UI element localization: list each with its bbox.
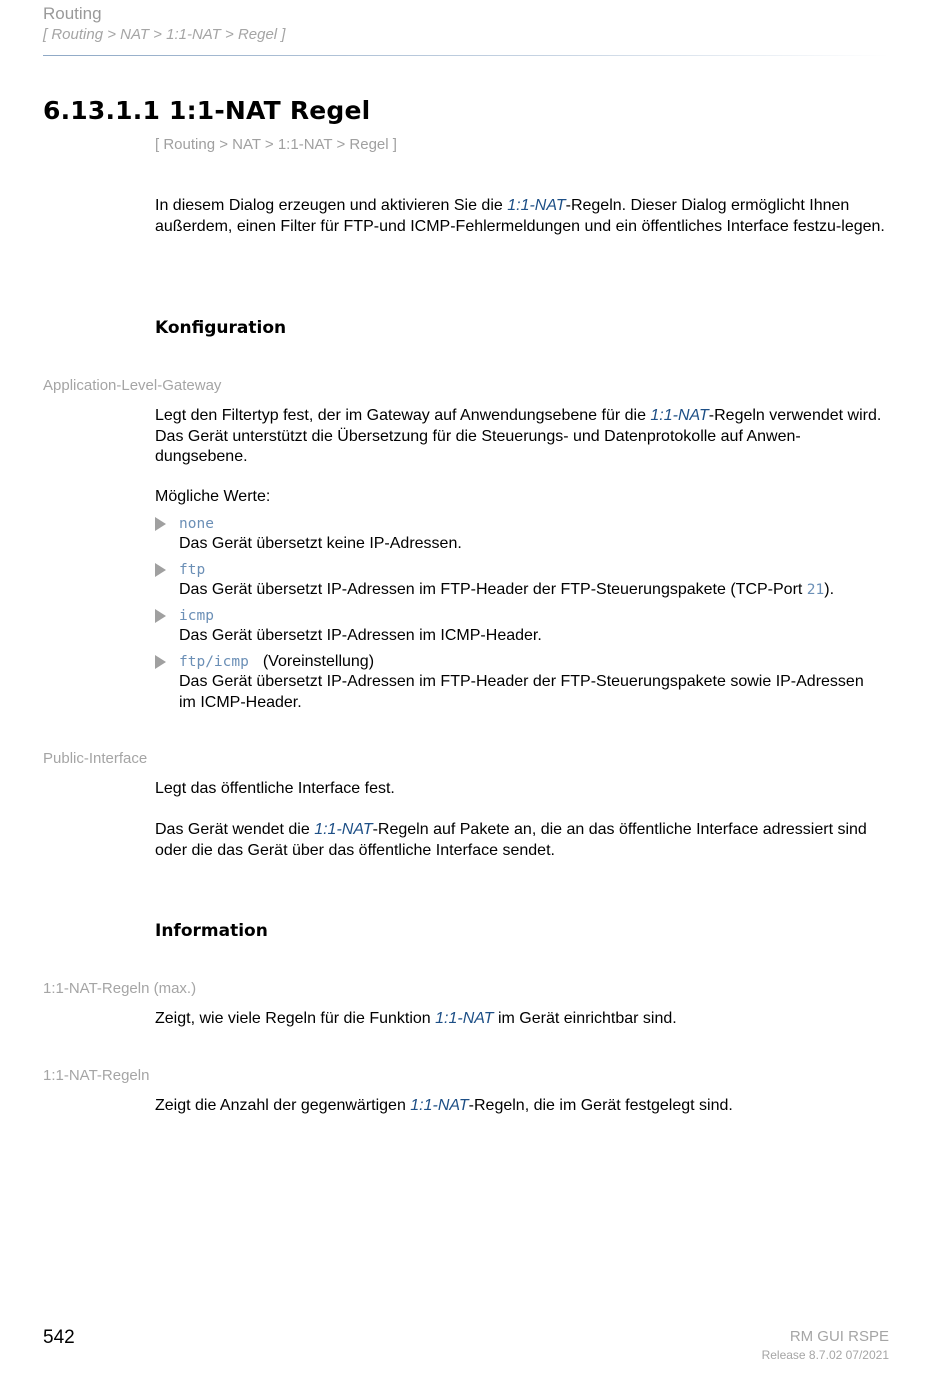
- alg-description: Legt den Filtertyp fest, der im Gateway auf Anwendungsebene für die 1:1-NAT-Regeln verwendet wird. Das Gerät unterstützt die Übersetzung für die Steuerungs- und Datenprotokolle auf Anwen-dungsebene.: [155, 407, 882, 465]
- footer-document-name: RM GUI RSPE: [789, 1328, 889, 1345]
- nat-term-link: 1:1-NAT: [314, 821, 373, 838]
- nat-rules-max-description: Zeigt, wie viele Regeln für die Funktion 1:1-NAT im Gerät einrichtbar sind.: [155, 1010, 677, 1027]
- option-code: ftp/icmp (Voreinstellung): [179, 653, 375, 670]
- running-header-breadcrumb: [ Routing > NAT > 1:1-NAT > Regel ]: [43, 26, 286, 43]
- public-interface-detail: Das Gerät wendet die 1:1-NAT-Regeln auf Pakete an, die an das öffentliche Interface adressiert sind oder die das Gerät über das öffentliche Interface sendet.: [155, 821, 867, 859]
- nat-term-link: 1:1-NAT: [650, 407, 709, 424]
- option-description: Das Gerät übersetzt IP-Adressen im ICMP-Header.: [179, 627, 542, 644]
- public-interface-description: Legt das öffentliche Interface fest.: [155, 780, 395, 797]
- option-description: Das Gerät übersetzt IP-Adressen im FTP-Header der FTP-Steuerungspakete sowie IP-Adressen im ICMP-Header.: [179, 673, 864, 711]
- option-description: Das Gerät übersetzt keine IP-Adressen.: [179, 535, 462, 552]
- header-divider: [43, 55, 889, 56]
- running-header-title: Routing: [43, 4, 102, 23]
- nat-term-link: 1:1-NAT: [410, 1097, 469, 1114]
- public-interface-label: Public-Interface: [43, 750, 148, 767]
- tcp-port-value: 21: [806, 582, 825, 598]
- footer-release: Release 8.7.02 07/2021: [761, 1348, 889, 1362]
- nat-rules-max-label: 1:1-NAT-Regeln (max.): [43, 980, 197, 997]
- option-description: Das Gerät übersetzt IP-Adressen im FTP-Header der FTP-Steuerungspakete (TCP-Port 21).: [179, 581, 835, 598]
- nat-rules-count-description: Zeigt die Anzahl der gegenwärtigen 1:1-NAT-Regeln, die im Gerät festgelegt sind.: [155, 1097, 733, 1114]
- section-breadcrumb: [ Routing > NAT > 1:1-NAT > Regel ]: [155, 136, 397, 153]
- bullet-triangle-icon: [155, 655, 166, 669]
- option-code: icmp: [179, 608, 214, 624]
- nat-term-link: 1:1-NAT: [507, 197, 566, 214]
- page-number: 542: [43, 1327, 75, 1348]
- default-marker: (Voreinstellung): [262, 653, 375, 670]
- nat-rules-count-label: 1:1-NAT-Regeln: [43, 1067, 150, 1084]
- bullet-triangle-icon: [155, 563, 166, 577]
- option-code: ftp: [179, 562, 206, 578]
- konfiguration-heading: Konfiguration: [155, 318, 287, 338]
- nat-term-link: 1:1-NAT: [435, 1010, 494, 1027]
- section-title: 6.13.1.1 1:1-NAT Regel: [43, 96, 371, 125]
- possible-values-label: Mögliche Werte:: [155, 488, 271, 505]
- bullet-triangle-icon: [155, 517, 166, 531]
- alg-label: Application-Level-Gateway: [43, 377, 222, 394]
- bullet-triangle-icon: [155, 609, 166, 623]
- option-code: none: [179, 516, 214, 532]
- intro-paragraph: In diesem Dialog erzeugen und aktivieren Sie die 1:1-NAT-Regeln. Dieser Dialog ermöglicht Ihnen außerdem, einen Filter für FTP-und ICMP-Fehlermeldungen und ein öffentliches Interface festzu-legen.: [155, 197, 885, 235]
- information-heading: Information: [155, 921, 268, 941]
